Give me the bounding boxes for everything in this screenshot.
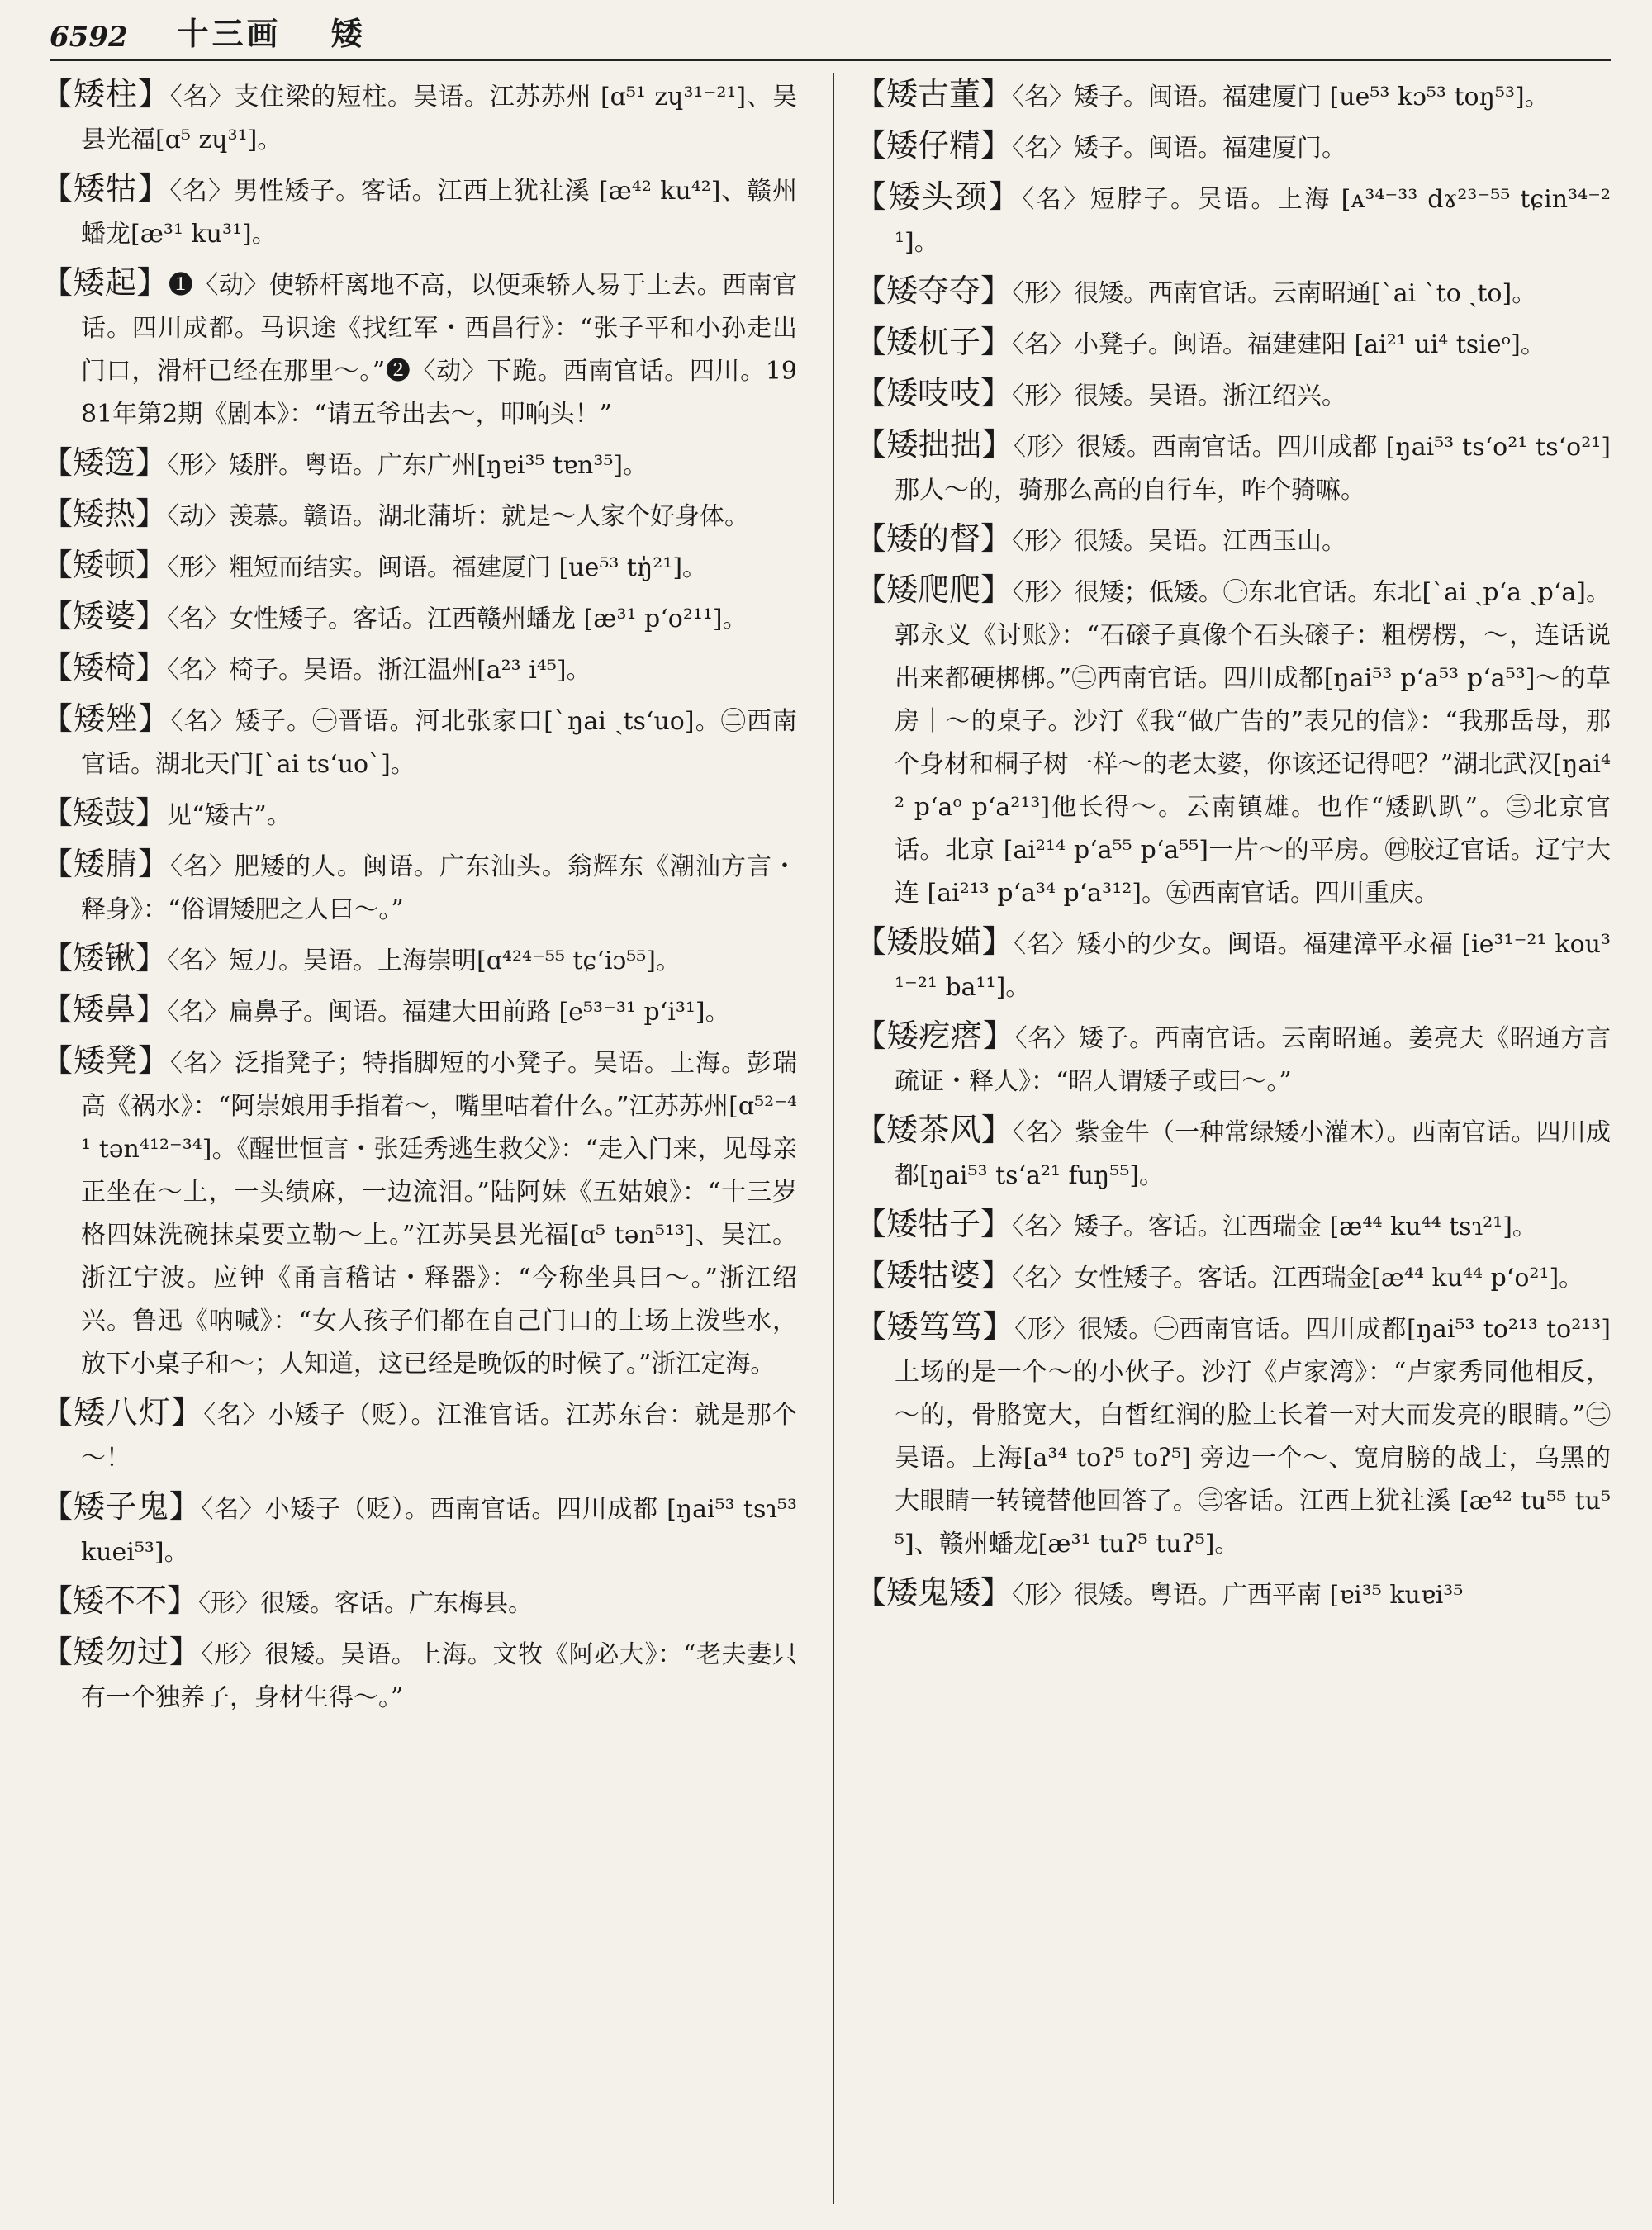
dictionary-entry <box>41 1485 797 1574</box>
entry-headword: 【矮爬爬】 <box>855 572 1013 608</box>
dictionary-entry <box>855 920 1611 1009</box>
entry-headword: 【矮吱吱】 <box>855 375 1013 411</box>
section-character: 矮 <box>330 15 363 52</box>
dictionary-entry <box>41 73 797 162</box>
entry-definition: 见“矮古”。 <box>167 801 292 830</box>
entry-headword: 【矮笃笃】 <box>855 1308 1015 1345</box>
entry-definition: ❶〈动〉使轿杆离地不高，以便乘轿人易于上去。西南官话。四川成都。马识途《找红军・西昌行》：“张子平和小孙走出门口，滑杆已经在那里～。”❷〈动〉下跪。西南官话。四川。1981年第2期《剧本》：“请五爷出去～，叩响头！” <box>81 271 797 429</box>
entry-headword: 【矮起】 <box>41 264 169 301</box>
dictionary-entry <box>855 1305 1611 1566</box>
entry-definition: 〈形〉很矮。吴语。江西玉山。 <box>1012 527 1347 556</box>
entry-definition: 〈名〉短脖子。吴语。上海 [ᴀ³⁴⁻³³ dɤ²³⁻⁵⁵ tɕin³⁴⁻²¹]。 <box>895 185 1611 257</box>
entry-definition: 〈名〉小凳子。闽语。福建建阳 [ai²¹ ui⁴ tsieᵒ]。 <box>1012 330 1545 359</box>
entry-headword: 【矮子鬼】 <box>41 1488 202 1525</box>
entry-headword: 【矮凳】 <box>41 1042 170 1079</box>
entry-definition: 〈名〉矮子。㊀晋语。河北张家口[ˋŋai ˏts‘uo]。㊁西南官话。湖北天门[ˋai ts‘uoˋ]。 <box>81 707 797 779</box>
entry-definition: 〈形〉矮胖。粤语。广东广州[ŋɐi³⁵ tɐn³⁵]。 <box>167 451 648 480</box>
dictionary-entry <box>41 937 797 983</box>
entry-headword: 【矮八灯】 <box>41 1394 204 1431</box>
entry-headword: 【矮婆】 <box>41 598 168 634</box>
dictionary-entry <box>41 543 797 590</box>
entry-definition: 〈形〉很矮。客话。广东梅县。 <box>198 1589 534 1618</box>
entry-definition: 〈形〉很矮。粤语。广西平南 [ɐi³⁵ kuɐi³⁵ <box>1012 1581 1464 1610</box>
dictionary-entry <box>41 441 797 487</box>
dictionary-entry <box>41 595 797 641</box>
entry-headword: 【矮椅】 <box>41 649 168 686</box>
entry-headword: 【矮鼓】 <box>41 795 168 831</box>
dictionary-entry <box>41 646 797 692</box>
entry-definition: 〈名〉矮子。客话。江西瑞金 [æ⁴⁴ ku⁴⁴ tsɿ²¹]。 <box>1012 1212 1537 1241</box>
dictionary-entry <box>41 1630 797 1720</box>
entry-definition: 〈形〉很矮。西南官话。云南昭通[ˋai ˋto ˏto]。 <box>1012 279 1537 308</box>
entry-headword: 【矮不不】 <box>41 1582 199 1619</box>
dictionary-entry <box>41 1391 797 1480</box>
entry-definition: 〈动〉羡慕。赣语。湖北蒲圻：就是～人家个好身体。 <box>167 502 750 531</box>
entry-headword: 【矮顿】 <box>41 547 168 583</box>
entry-headword: 【矮鬼矮】 <box>855 1574 1013 1611</box>
entry-definition: 〈名〉肥矮的人。闽语。广东汕头。翁辉东《潮汕方言・释身》：“俗谓矮肥之人曰～。” <box>81 852 797 924</box>
entry-headword: 【矮夺夺】 <box>855 273 1013 309</box>
entry-headword: 【矮拙拙】 <box>855 426 1014 463</box>
page-header <box>50 15 1611 61</box>
dictionary-entry <box>855 73 1611 119</box>
dictionary-entry <box>41 988 797 1034</box>
entry-definition: 〈形〉很矮。吴语。上海。文牧《阿必大》：“老夫妻只有一个独养子，身材生得～。” <box>81 1640 797 1712</box>
entry-definition: 〈名〉小矮子（贬）。西南官话。四川成都 [ŋai⁵³ tsɿ⁵³ kuei⁵³]。 <box>81 1495 797 1567</box>
right-column <box>855 73 1611 2212</box>
entry-definition: 〈名〉短刀。吴语。上海崇明[ɑ⁴²⁴⁻⁵⁵ tɕ‘iɔ⁵⁵]。 <box>167 947 681 975</box>
entry-definition: 〈名〉男性矮子。客话。江西上犹社溪 [æ⁴² ku⁴²]、赣州蟠龙[æ³¹ ku³¹]。 <box>81 177 797 249</box>
entry-headword: 【矮牯婆】 <box>855 1257 1013 1293</box>
entry-headword: 【矮仔精】 <box>855 127 1013 164</box>
dictionary-entry <box>855 124 1611 170</box>
entry-definition: 〈名〉矮子。西南官话。云南昭通。姜亮夫《昭通方言疏证・释人》：“昭人谓矮子或曰～。” <box>895 1024 1611 1096</box>
dictionary-entry <box>41 842 797 932</box>
entry-headword: 【矮古董】 <box>855 76 1013 112</box>
entry-definition: 〈形〉很矮。吴语。浙江绍兴。 <box>1012 382 1347 410</box>
dictionary-entry <box>855 269 1611 316</box>
entry-headword: 【矮杌子】 <box>855 324 1013 360</box>
entry-definition: 〈形〉很矮。西南官话。四川成都 [ŋai⁵³ ts‘o²¹ ts‘o²¹]那人～的，骑那么高的自行车，咋个骑嘛。 <box>895 433 1611 505</box>
entry-headword: 【矮腈】 <box>41 846 170 882</box>
entry-definition: 〈名〉女性矮子。客话。江西赣州蟠龙 [æ³¹ p‘o²¹¹]。 <box>167 605 748 633</box>
dictionary-entry <box>41 167 797 256</box>
entry-definition: 〈形〉很矮；低矮。㊀东北官话。东北[ˋai ˏp‘a ˏp‘a]。郭永义《讨账》：“石磙子真像个石头磙子：粗楞楞，～，连话说出来都硬梆梆。”㊁西南官话。四川成都[ŋai⁵³ p‘a⁵³ p‘a⁵³]～的草房｜～的桌子。沙汀《我“做广告的”表兄的信》：“我那岳母，那个身材和桐子树一样～的老太婆，你该还记得吧？”湖北武汉[ŋai⁴² p‘aᵒ p‘a²¹³]他长得～。云南镇雄。也作“矮趴趴”。㊂北京官话。北京 [ai²¹⁴ p‘a⁵⁵ p‘a⁵⁵]一片～的平房。㊃胶辽官话。辽宁大连 [ai²¹³ p‘a³⁴ p‘a³¹²]。㊄西南官话。四川重庆。 <box>895 578 1611 908</box>
entry-definition: 〈形〉粗短而结实。闽语。福建厦门 [ue⁵³ tŋ̍²¹]。 <box>167 553 708 582</box>
entry-headword: 【矮鼻】 <box>41 991 168 1027</box>
dictionary-entry <box>41 791 797 837</box>
dictionary-entry <box>41 1039 797 1386</box>
entry-headword: 【矮茶风】 <box>855 1112 1013 1148</box>
dictionary-entry <box>41 261 797 436</box>
entry-definition: 〈名〉扁鼻子。闽语。福建大田前路 [e⁵³⁻³¹ p‘i³¹]。 <box>167 998 730 1027</box>
entry-headword: 【矮锹】 <box>41 940 168 976</box>
dictionary-entry <box>855 372 1611 418</box>
dictionary-entry <box>855 423 1611 512</box>
dictionary-entry <box>855 1571 1611 1617</box>
left-column <box>41 73 797 2212</box>
entry-definition: 〈形〉很矮。㊀西南官话。四川成都[ŋai⁵³ to²¹³ to²¹³] 上场的是一个～的小伙子。沙汀《卢家湾》：“卢家秀同他相反，～的，骨胳宽大，白皙红润的脸上长着一对大而发亮的眼睛。”㊁吴语。上海[a³⁴ toʔ⁵ toʔ⁵] 旁边一个～、宽肩膀的战士，乌黑的大眼睛一转镜替他回答了。㊂客话。江西上犹社溪 [æ⁴² tu⁵⁵ tu⁵⁵]、赣州蟠龙[æ³¹ tuʔ⁵ tuʔ⁵]。 <box>895 1315 1611 1559</box>
entry-definition: 〈名〉椅子。吴语。浙江温州[a²³ i⁴⁵]。 <box>167 656 591 685</box>
dictionary-entry <box>41 1579 797 1625</box>
dictionary-entry <box>855 320 1611 367</box>
dictionary-entry <box>41 697 797 786</box>
entry-headword: 【矮股媌】 <box>855 923 1014 960</box>
entry-headword: 【矮勿过】 <box>41 1634 202 1670</box>
dictionary-entry <box>855 1108 1611 1198</box>
entry-definition: 〈名〉紫金牛（一种常绿矮小灌木）。西南官话。四川成都[ŋai⁵³ ts‘a²¹ fuŋ⁵⁵]。 <box>895 1118 1611 1190</box>
entry-definition: 〈名〉小矮子（贬）。江淮官话。江苏东台：就是那个～！ <box>81 1401 797 1473</box>
dictionary-entry <box>855 517 1611 563</box>
dictionary-entry <box>855 1203 1611 1249</box>
entry-headword: 【矮牯】 <box>41 170 170 206</box>
entry-definition: 〈名〉女性矮子。客话。江西瑞金[æ⁴⁴ ku⁴⁴ p‘o²¹]。 <box>1012 1264 1584 1293</box>
column-divider <box>833 73 834 2204</box>
entry-headword: 【矮柱】 <box>41 76 170 112</box>
entry-definition: 〈名〉支住梁的短柱。吴语。江苏苏州 [ɑ⁵¹ zɥ³¹⁻²¹]、吴县光福[ɑ⁵ zɥ³¹]。 <box>81 83 797 154</box>
page-number: 6592 <box>50 21 128 54</box>
entry-definition: 〈名〉泛指凳子；特指脚短的小凳子。吴语。上海。彭瑞高《祸水》：“阿崇娘用手指着～，嘴里咕着什么。”江苏苏州[ɑ⁵²⁻⁴¹ tən⁴¹²⁻³⁴]。《醒世恒言・张廷秀逃生救父》：“走入门来，见母亲正坐在～上，一头绩麻，一边流泪。”陆阿妹《五姑娘》：“十三岁格四妹洗碗抹桌要立勒～上。”江苏吴县光福[ɑ⁵ tən⁵¹³]、吴江。浙江宁波。应钟《甬言稽诂・释器》：“今称坐具曰～。”浙江绍兴。鲁迅《呐喊》：“女人孩子们都在自己门口的土场上泼些水，放下小桌子和～；人知道，这已经是晚饭的时候了。”浙江定海。 <box>81 1049 797 1378</box>
dictionary-entry <box>855 1254 1611 1300</box>
entry-headword: 【矮疙瘩】 <box>855 1018 1015 1054</box>
entry-headword: 【矮的督】 <box>855 520 1013 557</box>
entry-definition: 〈名〉矮子。闽语。福建厦门。 <box>1012 134 1347 163</box>
entry-headword: 【矮头颈】 <box>855 178 1023 215</box>
dictionary-entry <box>855 568 1611 915</box>
entry-definition: 〈名〉矮子。闽语。福建厦门 [ue⁵³ kɔ⁵³ toŋ⁵³]。 <box>1012 83 1550 112</box>
dictionary-entry <box>41 492 797 539</box>
entry-headword: 【矮矬】 <box>41 700 171 737</box>
dictionary-entry <box>855 1014 1611 1103</box>
entry-definition: 〈名〉矮小的少女。闽语。福建漳平永福 [ie³¹⁻²¹ kou³¹⁻²¹ ba¹¹]。 <box>895 930 1611 1002</box>
entry-headword: 【矮牯子】 <box>855 1206 1013 1242</box>
dictionary-entry <box>855 175 1611 264</box>
entry-headword: 【矮热】 <box>41 496 168 532</box>
section-title: 十三画 <box>177 15 282 52</box>
entry-headword: 【矮笾】 <box>41 444 168 481</box>
